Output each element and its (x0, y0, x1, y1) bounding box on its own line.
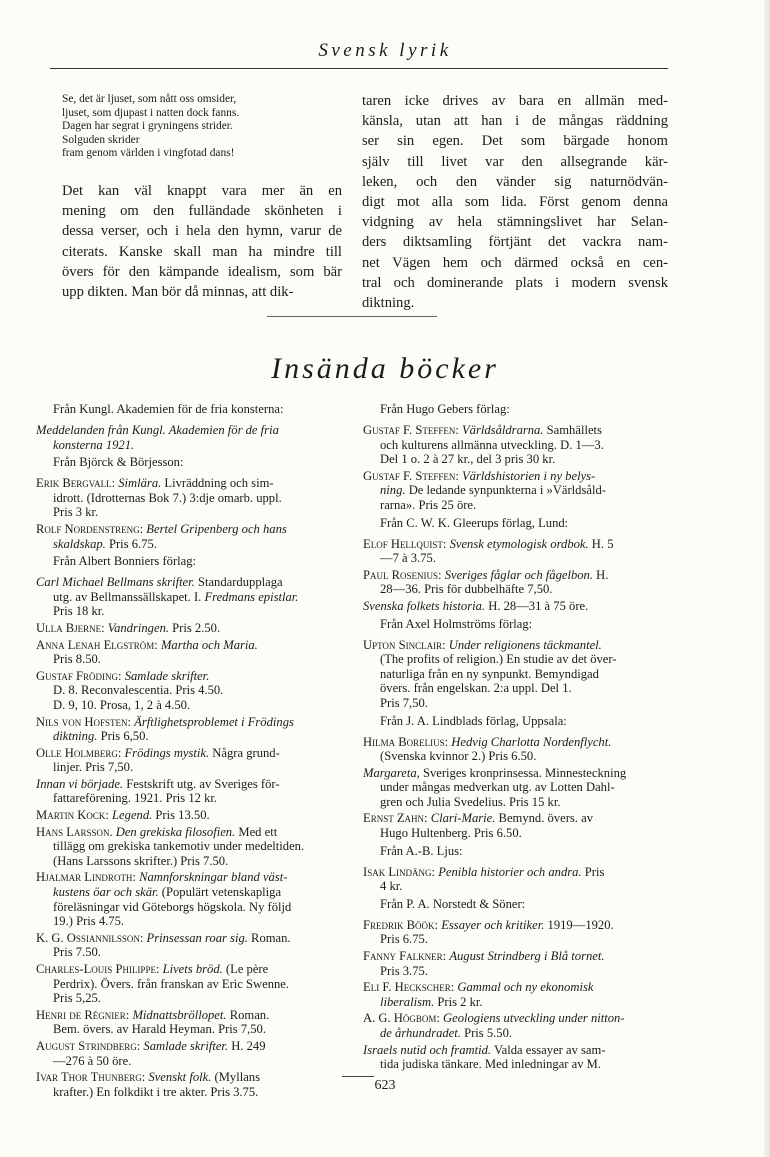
entry-line (36, 491, 346, 506)
book-entry (363, 568, 679, 597)
book-title: Innan vi började. (36, 776, 124, 791)
book-title: Svenska folkets historia. (363, 598, 486, 613)
book-title: Carl Michael Bellmans skrifter. (36, 575, 195, 590)
entry-line (36, 476, 346, 491)
poem (62, 93, 332, 161)
book-entry (363, 469, 679, 513)
author-name: A. G. Högbom: (363, 1011, 444, 1026)
entry-text: De ledande synpunkterna i »Världsåld- (405, 483, 606, 498)
author-name: Erik Bergvall: (36, 476, 119, 491)
book-entry (36, 931, 346, 960)
publisher-heading: Från P. A. Norstedt & Söner: (380, 896, 526, 911)
book-title: Prinsessan roar sig. (146, 930, 248, 945)
poem-block (62, 93, 332, 161)
book-title: Den grekiska filosofien. (115, 824, 236, 839)
paragraph-line: net Vägen hem och därmed också en cen- (362, 254, 668, 271)
entry-text: övers. från engelskan. 2:a uppl. Del 1. (380, 681, 572, 696)
book-title: Israels nutid och framtid. (363, 1042, 492, 1057)
author-name: Fredrik Böök: (363, 917, 442, 932)
author-name: Gustaf F. Steffen: (363, 468, 462, 483)
entry-line (36, 423, 346, 438)
entry-text: Pris 6.75. (105, 536, 157, 551)
entry-line (363, 423, 679, 438)
book-entry (36, 522, 346, 551)
page-number-rule (342, 1076, 374, 1077)
entry-text: Pris 8.50. (53, 652, 101, 667)
author-name: Henri de Régnier: (36, 1007, 133, 1022)
book-entry (36, 777, 346, 806)
entry-text: H. 249 (228, 1038, 266, 1053)
publisher-heading: Från Albert Bonniers förlag: (53, 554, 197, 569)
entry-text: H. (593, 567, 609, 582)
book-title: kustens öar och skär. (53, 885, 159, 900)
entry-text: Pris 5.50. (460, 1026, 513, 1040)
entry-line (36, 1054, 346, 1069)
entry-text: tillägg om grekiska tankemotiv under medeltiden. (53, 839, 305, 854)
book-entry (36, 870, 346, 928)
book-title: Svensk etymologisk ordbok. (449, 536, 589, 551)
book-entry (363, 766, 679, 810)
entry-line (36, 1039, 346, 1054)
right-paragraph (362, 91, 668, 313)
entry-line (363, 599, 679, 614)
header-rule (50, 68, 668, 69)
book-title: ning. (380, 483, 406, 498)
entry-line (36, 669, 346, 684)
author-name: Olle Holmberg: (36, 745, 125, 760)
paragraph-line: mening om den fulländade skönheten i (62, 203, 342, 220)
entry-text: utg. av Bellmanssällskapet. I. (53, 589, 205, 604)
entry-line (36, 914, 346, 929)
entry-line (363, 795, 679, 810)
entry-line (36, 808, 346, 823)
entry-text: Roman. (247, 930, 291, 945)
entry-line (363, 667, 679, 682)
entry-line (36, 1022, 346, 1037)
entry-text: Samhällets (543, 423, 602, 437)
paragraph-line: digt mot alla som lida. Först genom denna (362, 194, 668, 211)
author-name: Hans Larsson. (36, 824, 116, 839)
author-name: August Strindberg: (36, 1038, 144, 1053)
author-name: Ivar Thor Thunberg: (36, 1070, 149, 1085)
entry-text: krafter.) En folkdikt i tre akter. Pris 3.75. (53, 1084, 259, 1099)
author-name: Ernst Zahn: (363, 811, 431, 826)
publisher-heading: Från Björck & Börjesson: (53, 455, 184, 470)
entry-text: H. 5 (588, 536, 614, 551)
entry-text: Pris 13.50. (152, 808, 210, 823)
entry-line (363, 1011, 679, 1026)
book-title: Fredmans epistlar. (204, 589, 299, 604)
book-title: August Strindberg i Blå tornet. (449, 949, 605, 964)
entry-line (36, 575, 346, 590)
paragraph-line: övers för den kämpande idealism, som bär (62, 263, 342, 280)
entry-line (363, 766, 679, 781)
book-entry (363, 980, 679, 1009)
book-entry (36, 423, 346, 452)
entry-line (36, 885, 346, 900)
entry-line (36, 760, 346, 775)
entry-text: (Le père (222, 962, 269, 976)
book-title: Samlade skrifter. (143, 1038, 229, 1053)
paragraph-line: upp dikten. Man bör då minnas, att dik- (62, 284, 294, 301)
author-name: Hjalmar Lindroth: (36, 870, 140, 885)
entry-line (363, 980, 679, 995)
entry-text: Roman. (226, 1007, 270, 1022)
book-entry (363, 1043, 679, 1072)
book-title: Livets bröd. (162, 962, 223, 976)
entry-line (363, 498, 679, 513)
entry-line (36, 962, 346, 977)
author-name: Anna Lenah Elgström: (36, 637, 161, 652)
entry-text: Pris 2 kr. (434, 994, 483, 1009)
entry-text: Livräddning och sim- (161, 476, 274, 491)
entry-text: Standardupplaga (194, 575, 283, 590)
section-title: Insända böcker (271, 352, 499, 385)
book-title: Sveriges fåglar och fågelbon. (444, 567, 594, 582)
left-paragraph (62, 181, 342, 302)
entry-text: (Myllans (211, 1070, 260, 1085)
book-title: Namnforskningar bland väst- (139, 870, 288, 885)
book-title: Frödings mystik. (124, 745, 210, 760)
author-name: Gustaf Fröding: (36, 668, 125, 683)
author-name: Gustaf F. Steffen: (363, 423, 462, 437)
entry-line (363, 749, 679, 764)
entry-line (363, 826, 679, 841)
entry-text: Pris 18 kr. (53, 604, 105, 619)
page-number: 623 (374, 1078, 396, 1093)
book-title: Ärftlighetsproblemet i Frödings (134, 714, 294, 729)
entry-line (36, 977, 346, 992)
entry-line (363, 483, 679, 498)
entry-line (36, 777, 346, 792)
book-entry (36, 638, 346, 667)
entry-text: idrott. (Idrotternas Bok 7.) 3:dje omarb. uppl. (53, 490, 282, 505)
paragraph-line: diktning. (362, 295, 415, 312)
entry-text: 4 kr. (380, 879, 403, 894)
entry-text: (Hans Larssons skrifter.) Pris 7.50. (53, 853, 229, 868)
entry-line (36, 791, 346, 806)
entry-text: Pris 6,50. (97, 729, 149, 744)
book-title: liberalism. (380, 994, 435, 1009)
author-name: Paul Rosenius: (363, 567, 445, 582)
entry-text: Med ett (235, 824, 278, 839)
book-title: Martha och Maria. (160, 637, 258, 652)
entry-line (363, 865, 679, 880)
book-entry (36, 808, 346, 823)
entry-line (363, 438, 679, 453)
entry-line (363, 811, 679, 826)
entry-text: Del 1 o. 2 à 27 kr., del 3 pris 30 kr. (380, 452, 556, 467)
author-name: Eli F. Heckscher: (363, 980, 458, 995)
book-title: Meddelanden från Kungl. Akademien för de fria (36, 423, 279, 437)
entry-text: (Svenska kvinnor 2.) Pris 6.50. (380, 749, 537, 764)
entry-line (363, 638, 679, 653)
entry-text: linjer. Pris 7,50. (53, 760, 134, 775)
entry-line (363, 918, 679, 933)
running-head: Svensk lyrik (318, 40, 452, 61)
entry-line (36, 638, 346, 653)
author-name: Hilma Borelius: (363, 734, 452, 749)
entry-line (363, 1057, 679, 1072)
entry-text: under mångas medverkan utg. av Lotten Dahl- (380, 780, 615, 795)
book-title: Världsåldrarna. (461, 423, 544, 437)
book-title: Hedvig Charlotta Nordenflycht. (451, 734, 612, 749)
book-title: Clari-Marie. (430, 811, 496, 826)
author-name: Fanny Falkner: (363, 949, 450, 964)
entry-line (363, 537, 679, 552)
book-title: de århundradet. (380, 1026, 461, 1040)
book-entry (36, 621, 346, 636)
right-book-list (363, 401, 679, 1074)
book-entry (36, 825, 346, 869)
section-divider (267, 316, 437, 317)
entry-line (36, 839, 346, 854)
entry-line (363, 735, 679, 750)
entry-line (36, 438, 346, 453)
entry-text: Bem. övers. av Harald Heyman. Pris 7,50. (53, 1022, 266, 1037)
publisher-heading: Från A.-B. Ljus: (380, 843, 463, 858)
entry-line (36, 590, 346, 605)
entry-line (363, 568, 679, 583)
author-name: Nils von Hofsten: (36, 714, 135, 729)
entry-text: Festskrift utg. av Sveriges för- (123, 776, 280, 791)
entry-text: Några grund- (209, 745, 280, 760)
entry-text: och kulturens allmänna utveckling. D. 1—3. (380, 437, 604, 452)
left-text-column (62, 181, 342, 302)
author-name: Rolf Nordenstreng: (36, 521, 147, 536)
entry-text: Pris 6.75. (380, 932, 428, 947)
paragraph-line: vidgning av hela stämningslivet har Selan- (362, 214, 668, 231)
left-book-list (36, 401, 346, 1101)
author-name: K. G. Ossiannilsson: (36, 930, 147, 945)
entry-text: naturliga från en ny synpunkt. Bemyndigad (380, 666, 599, 681)
entry-line (363, 949, 679, 964)
entry-text: gren och Julia Svedelius. Pris 15 kr. (380, 794, 561, 809)
entry-line (36, 900, 346, 915)
paragraph-line: Det kan väl knappt vara mer än en (62, 183, 342, 199)
entry-text: —7 à 3.75. (380, 551, 436, 566)
poem-line: ljuset, som djupast i natten dock fanns. (62, 106, 240, 119)
entry-line (36, 825, 346, 840)
book-entry (36, 746, 346, 775)
entry-text: Hugo Hultenberg. Pris 6.50. (380, 826, 522, 841)
paragraph-line: känsla, utan att han i de mångas räddning (362, 113, 668, 130)
book-entry (363, 865, 679, 894)
entry-line (363, 681, 679, 696)
book-title: Vandringen. (107, 620, 170, 635)
entry-line (36, 652, 346, 667)
author-name: Martin Kock: (36, 808, 113, 823)
entry-text: Pris 7.50. (53, 945, 101, 960)
entry-line (36, 854, 346, 869)
entry-line (36, 698, 346, 713)
paragraph-line: tral och dominerande plats i modern svensk (362, 274, 668, 291)
book-entry (363, 537, 679, 566)
book-entry (363, 599, 679, 614)
entry-line (363, 469, 679, 484)
entry-line (363, 964, 679, 979)
paragraph-line: leken, och den vänder sig naturnödvän- (362, 173, 668, 190)
entry-line (36, 991, 346, 1006)
book-entry (36, 1039, 346, 1068)
book-title: Margareta, (363, 765, 420, 780)
paragraph-line: dessa verser, och i hela den hymn, varur de (62, 223, 342, 240)
entry-line (363, 1026, 679, 1041)
entry-line (363, 652, 679, 667)
book-entry (363, 811, 679, 840)
entry-text: —276 à 50 öre. (53, 1053, 132, 1068)
entry-text: Pris 3 kr. (53, 505, 99, 520)
paragraph-line: citerats. Kanske skall man ha mindre till (62, 243, 342, 260)
right-text-column (362, 91, 668, 313)
entry-text: Pris 2.50. (169, 620, 221, 635)
entry-text: Sveriges kronprinsessa. Minnesteckning (419, 765, 627, 780)
book-entry (363, 918, 679, 947)
entry-line (36, 604, 346, 619)
author-name: Charles-Louis Philippe: (36, 962, 163, 976)
poem-line: fram genom världen i vingfotad dans! (62, 147, 235, 160)
book-title: Bertel Gripenberg och hans (146, 521, 287, 536)
book-title: konsterna 1921. (53, 437, 135, 452)
book-title: Under religionens täckmantel. (448, 637, 602, 652)
entry-line (363, 932, 679, 947)
paragraph-line: taren icke drives av bara en allmän med- (362, 93, 668, 109)
author-name: Elof Hellquist: (363, 536, 450, 551)
entry-line (36, 683, 346, 698)
entry-text: Perdrix). Övers. från franskan av Eric Swenne. (53, 976, 290, 991)
book-title: Svenskt folk. (148, 1070, 212, 1085)
paragraph-line: ders diktsamling förtjänt det vackra nam- (362, 234, 668, 251)
book-title: diktning. (53, 729, 98, 744)
book-entry (363, 735, 679, 764)
paragraph-line: själv till livet var den allsegrande kär- (362, 153, 668, 170)
entry-text: (Populärt vetenskapliga (158, 885, 282, 900)
entry-line (36, 945, 346, 960)
entry-text: fattareförening. 1921. Pris 12 kr. (53, 791, 218, 806)
page-edge-shadow (764, 0, 770, 1157)
publisher-heading: Från J. A. Lindblads förlag, Uppsala: (380, 713, 567, 728)
publisher-heading: Från Kungl. Akademien för de fria konsterna: (53, 402, 284, 416)
entry-line (363, 1043, 679, 1058)
entry-line (36, 505, 346, 520)
book-entry (36, 476, 346, 520)
entry-line (36, 870, 346, 885)
entry-line (363, 551, 679, 566)
book-title: Geologiens utveckling under nitton- (443, 1011, 625, 1026)
entry-line (363, 879, 679, 894)
book-entry (363, 423, 679, 467)
book-entry (363, 949, 679, 978)
entry-text: D. 8. Reconvalescentia. Pris 4.50. (53, 683, 224, 698)
entry-line (363, 995, 679, 1010)
book-title: skaldskap. (53, 536, 106, 551)
book-entry (36, 715, 346, 744)
entry-text: Valda essayer av sam- (491, 1042, 606, 1057)
entry-text: 19.) Pris 4.75. (53, 914, 125, 929)
author-name: Isak Lindäng: (363, 864, 439, 879)
author-name: Upton Sinclair: (363, 637, 449, 652)
entry-text: 28—36. Pris för dubbelhäfte 7,50. (380, 582, 553, 597)
book-title: Gammal och ny ekonomisk (457, 980, 594, 995)
book-entry (36, 669, 346, 713)
entry-text: rarna». Pris 25 öre. (380, 497, 477, 512)
entry-text: 1919—1920. (544, 917, 614, 932)
book-title: Midnattsbröllopet. (132, 1007, 227, 1022)
paragraph-line: ser sin egen. Det som bärgade honom (362, 133, 668, 150)
book-entry (36, 962, 346, 1006)
book-title: Essayer och kritiker. (441, 917, 545, 932)
entry-text: (The profits of religion.) En studie av det över- (380, 652, 617, 667)
entry-line (36, 621, 346, 636)
entry-line (36, 715, 346, 730)
entry-text: Pris 3.75. (380, 963, 428, 978)
book-title: Legend. (112, 808, 153, 823)
entry-line (36, 1008, 346, 1023)
publisher-heading: Från Hugo Gebers förlag: (380, 402, 510, 416)
entry-line (363, 452, 679, 467)
entry-line (36, 729, 346, 744)
book-entry (363, 638, 679, 711)
entry-line (363, 582, 679, 597)
entry-text: D. 9, 10. Prosa, 1, 2 à 4.50. (53, 697, 191, 712)
entry-text: föreläsningar vid Göteborgs högskola. Ny följd (53, 899, 292, 914)
entry-line (363, 696, 679, 711)
entry-line (363, 780, 679, 795)
entry-line (36, 537, 346, 552)
poem-line: Dagen har segrat i gryningens strider. (62, 120, 233, 133)
entry-text: Pris 5,25. (53, 991, 101, 1006)
entry-text: tida judiska tänkare. Med inledningar av M. (380, 1057, 602, 1072)
entry-line (36, 931, 346, 946)
entry-text: H. 28—31 à 75 öre. (485, 598, 589, 613)
book-title: Simlära. (118, 476, 162, 491)
publisher-heading: Från C. W. K. Gleerups förlag, Lund: (380, 515, 569, 530)
entry-text: Bemynd. övers. av (495, 811, 593, 826)
poem-line: Solguden skrider (62, 133, 140, 146)
entry-line (36, 746, 346, 761)
entry-text: Pris (581, 864, 605, 879)
publisher-heading: Från Axel Holmströms förlag: (380, 616, 533, 631)
book-title: Penibla historier och andra. (438, 864, 582, 879)
author-name: Ulla Bjerne: (36, 620, 108, 635)
book-entry (363, 1011, 679, 1040)
entry-text: Pris 7,50. (380, 695, 428, 710)
book-title: Världshistorien i ny belys- (461, 468, 596, 483)
poem-line: Se, det är ljuset, som nått oss omsider, (62, 93, 237, 105)
book-entry (36, 575, 346, 619)
book-entry (36, 1008, 346, 1037)
book-title: Samlade skrifter. (124, 668, 210, 683)
entry-line (36, 522, 346, 537)
